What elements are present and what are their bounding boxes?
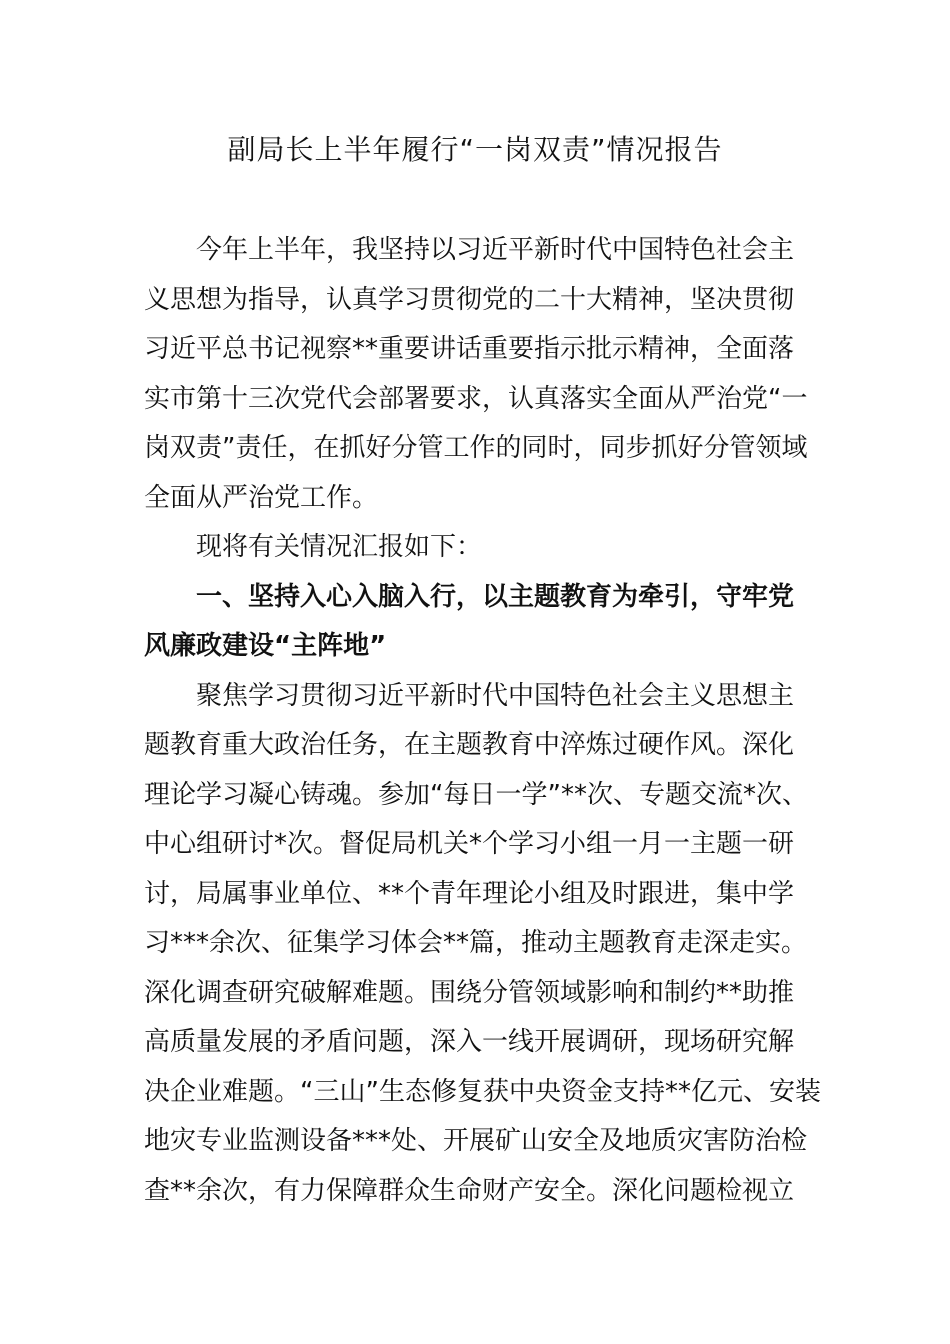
paragraph-line: 地灾专业监测设备***处、开展矿山安全及地质灾害防治检 — [144, 1126, 808, 1156]
section-heading-line: 风廉政建设“主阵地” — [144, 631, 387, 661]
paragraph-line: 义思想为指导，认真学习贯彻党的二十大精神，坚决贯彻 — [144, 284, 795, 315]
paragraph-line: 讨，局属事业单位、**个青年理论小组及时跟进，集中学 — [144, 878, 795, 909]
paragraph-line: 习近平总书记视察**重要讲话重要指示批示精神，全面落 — [144, 334, 795, 364]
paragraph-line: 聚焦学习贯彻习近平新时代中国特色社会主义思想主 — [196, 680, 795, 711]
paragraph-line: 现将有关情况汇报如下： — [196, 532, 483, 562]
paragraph-line: 实市第十三次党代会部署要求，认真落实全面从严治党“一 — [144, 383, 808, 414]
paragraph-line: 深化调查研究破解难题。围绕分管领域影响和制约**助推 — [144, 977, 795, 1008]
paragraph-line: 岗双责”责任，在抓好分管工作的同时，同步抓好分管领域 — [144, 433, 808, 463]
paragraph-line: 全面从严治党工作。 — [144, 482, 379, 513]
document-title: 副局长上半年履行“一岗双责”情况报告 — [227, 133, 723, 166]
paragraph-line: 决企业难题。“三山”生态修复获中央资金支持**亿元、安装 — [144, 1076, 821, 1107]
paragraph-line: 高质量发展的矛盾问题，深入一线开展调研，现场研究解 — [144, 1027, 795, 1057]
document-body — [144, 226, 821, 1216]
paragraph-line: 中心组研讨*次。督促局机关*个学习小组一月一主题一研 — [144, 829, 795, 859]
paragraph-line: 理论学习凝心铸魂。参加“每日一学”**次、专题交流*次、 — [144, 779, 808, 810]
paragraph-line: 今年上半年，我坚持以习近平新时代中国特色社会主 — [196, 235, 795, 265]
section-heading-line: 一、坚持入心入脑入行，以主题教育为牵引，守牢党 — [196, 581, 795, 612]
paragraph-line: 题教育重大政治任务，在主题教育中淬炼过硬作风。深化 — [144, 730, 795, 760]
paragraph-line: 习***余次、征集学习体会**篇，推动主题教育走深走实。 — [144, 928, 808, 958]
paragraph-line: 查**余次，有力保障群众生命财产安全。深化问题检视立 — [144, 1175, 795, 1206]
